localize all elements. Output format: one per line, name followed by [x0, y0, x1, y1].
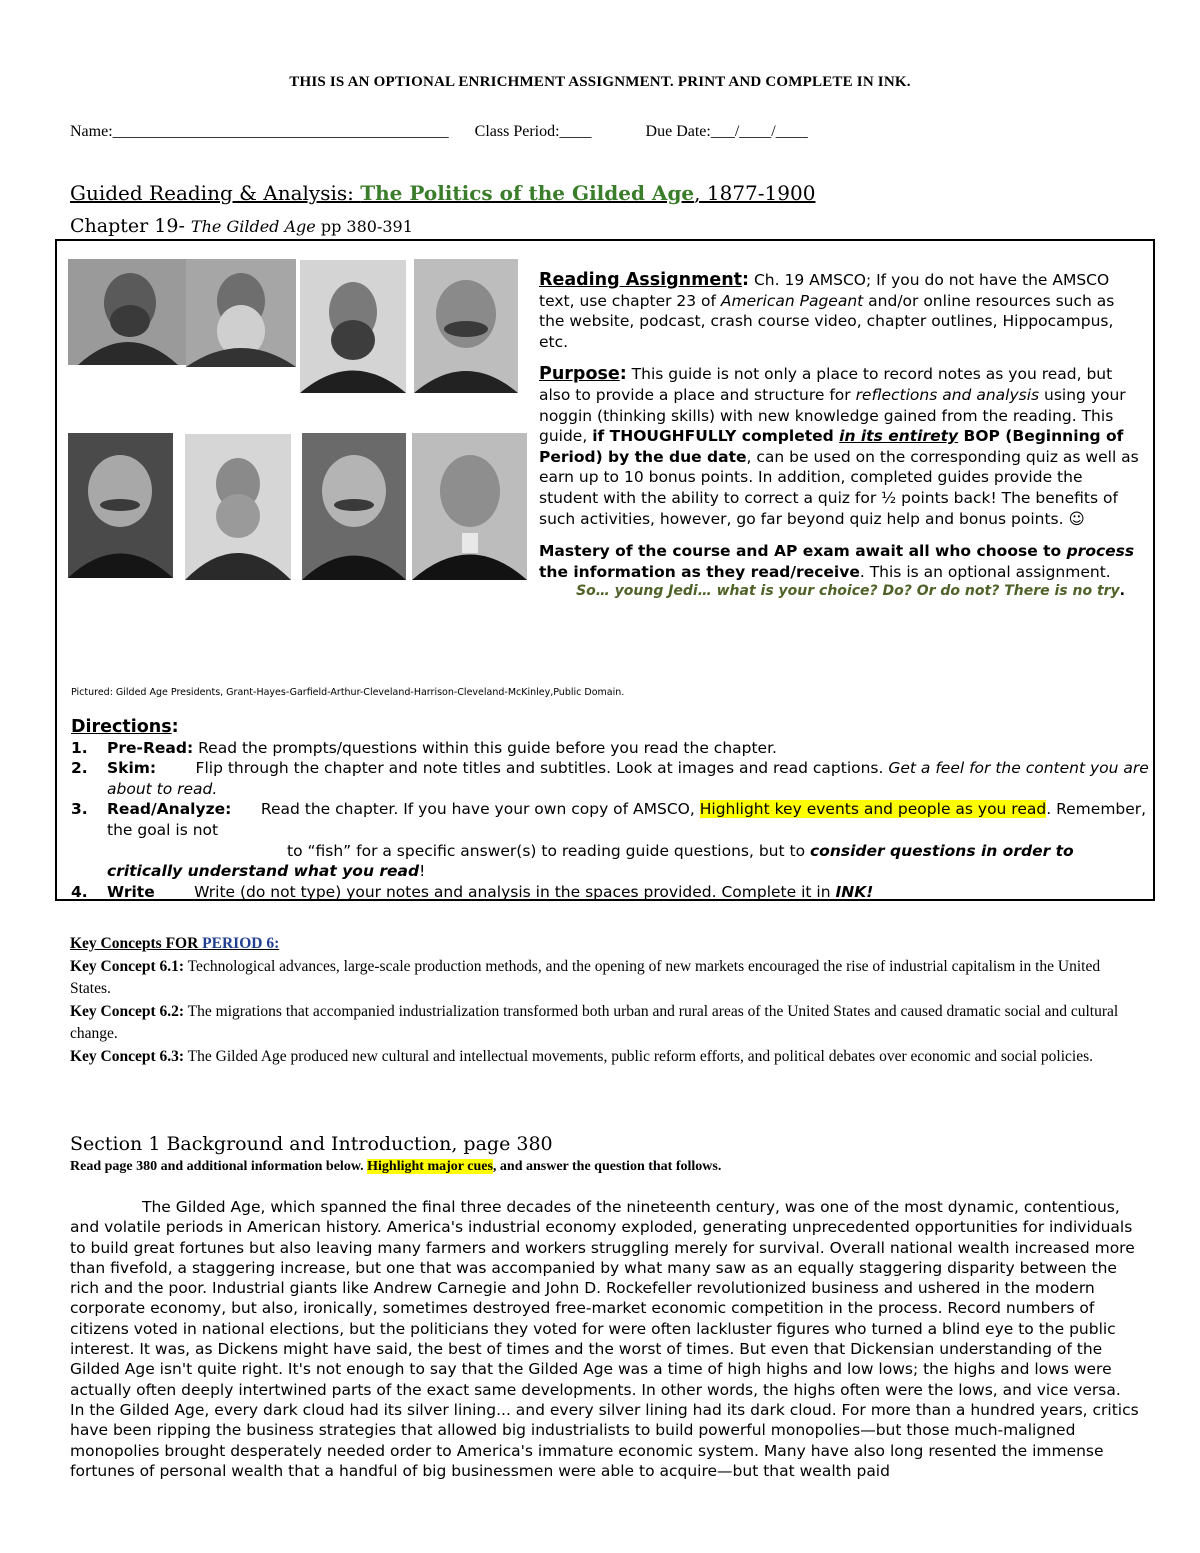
step-1-text: Read the prompts/questions within this guide before you read the chapter. [193, 738, 777, 757]
direction-step-1 [71, 738, 1151, 759]
portrait-harrison-icon [185, 434, 291, 580]
section-1-instr-1: Read page 380 and additional information below. [70, 1159, 368, 1174]
direction-step-3 [71, 799, 1151, 881]
chapter-pages: pp 380-391 [315, 217, 413, 236]
key-concept-6-3 [70, 1046, 1140, 1069]
reading-book-title: American Pageant [720, 291, 864, 310]
key-concepts-period: PERIOD 6: [202, 935, 280, 952]
step-3-line2: to “fish” for a specific answer(s) to reading guide questions, but to [287, 841, 810, 860]
portrait-hayes-icon [186, 259, 296, 367]
reading-assignment-heading: Reading Assignment [539, 270, 743, 290]
portrait-cleveland-second [302, 433, 406, 580]
purpose-paragraph [539, 364, 1139, 529]
portrait-garfield [300, 260, 406, 393]
step-4-label: Write [107, 882, 155, 901]
guide-title [70, 181, 815, 205]
step-1-label: Pre-Read: [107, 738, 194, 757]
step-2-text: Flip through the chapter and note titles and subtitles. Look at images and read captions. [156, 759, 889, 778]
step-4-number: 4. [71, 882, 88, 901]
key-concept-6-2-label: Key Concept 6.2: [70, 1002, 185, 1020]
step-4-text: Write (do not type) your notes and analysis in the spaces provided. Complete it in [154, 882, 836, 901]
mastery-paragraph [539, 541, 1139, 582]
purpose-text-2: using your noggin (thinking skills) with new knowledge gained from the reading. This guide, [539, 385, 1126, 446]
directions-colon: : [171, 717, 179, 737]
step-3-text: Read the chapter. If you have your own copy of AMSCO, [231, 800, 700, 819]
key-concepts-heading-text: Key Concepts FOR [70, 935, 203, 952]
step-2-number: 2. [71, 759, 88, 778]
jedi-quote: So… young Jedi… what is your choice? Do? Or do not? There is no try [576, 583, 1120, 600]
reading-assignment-paragraph [539, 270, 1139, 352]
jedi-end: . [1119, 583, 1125, 600]
portrait-arthur-icon [414, 259, 518, 393]
portrait-grant-icon [68, 259, 186, 365]
reading-assignment-colon: : [742, 270, 750, 290]
portrait-cleveland-second-icon [302, 433, 406, 580]
key-concept-6-1 [70, 956, 1140, 1001]
section-1-heading: Section 1 Background and Introduction, page 380 [70, 1133, 553, 1155]
key-concepts-heading [70, 933, 1140, 956]
key-concept-6-2 [70, 1001, 1140, 1046]
key-concept-6-1-label: Key Concept 6.1: [70, 957, 185, 975]
step-3-after: . Remember, the goal is not [107, 800, 1147, 839]
key-concept-6-1-text: Technological advances, large-scale production methods, and the opening of new markets encouraged the rise of industrial capitalism in the United States. [70, 957, 1101, 997]
purpose-bold-1: if THOUGHFULLY completed [592, 427, 840, 446]
mastery-text-3: . This is an optional assignment. [859, 562, 1111, 581]
portrait-mckinley [412, 433, 527, 580]
portrait-mckinley-icon [412, 433, 527, 580]
purpose-text-1: This guide is not only a place to record notes as you read, but also to provide a place and structure for [539, 365, 1113, 404]
section-1-instructions [70, 1159, 721, 1175]
purpose-italic: reflections and analysis [855, 385, 1040, 404]
portrait-hayes [186, 259, 296, 367]
step-2-label: Skim: [107, 759, 157, 778]
section-1-instr-highlight: Highlight major cues [367, 1159, 493, 1174]
mastery-italic: process [1066, 542, 1135, 561]
step-1-number: 1. [71, 738, 88, 757]
purpose-text-3: , can be used on the corresponding quiz as well as earn up to 10 bonus points. In addition, completed guides provide the student with the ability to correct a quiz for ½ points back! The benefits of such activities, however, go far beyond quiz help and bonus points. ☺ [539, 447, 1139, 528]
name-field[interactable]: Name:__________________________________________ [70, 123, 449, 140]
portrait-harrison [185, 434, 291, 580]
title-prefix: Guided Reading & Analysis: [70, 181, 361, 205]
step-3-highlight: Highlight key events and people as you read [699, 800, 1047, 819]
section-1-body [70, 1197, 1140, 1481]
key-concept-6-3-text: The Gilded Age produced new cultural and intellectual movements, public reform efforts, and political debates over economic and social policies. [184, 1047, 1093, 1065]
portrait-grant [68, 259, 186, 365]
title-years: , 1877-1900 [694, 181, 816, 205]
portrait-cleveland-icon [68, 433, 173, 578]
step-4-ink: INK! [835, 882, 874, 901]
purpose-bold-2: BOP (Beginning of Period) by the due date [539, 427, 1124, 466]
reading-text-2: and/or online resources such as the website, podcast, crash course video, chapter outlines, Hippocampus, etc. [539, 291, 1115, 351]
portrait-garfield-icon [300, 260, 406, 393]
due-date-field[interactable]: Due Date:___/____/____ [645, 123, 808, 140]
assignment-box [55, 239, 1155, 901]
chapter-number: Chapter 19- [70, 215, 191, 237]
student-info-row [70, 123, 808, 141]
assignment-notice: THIS IS AN OPTIONAL ENRICHMENT ASSIGNMENT. PRINT AND COMPLETE IN INK. [289, 74, 911, 90]
portrait-cleveland [68, 433, 173, 578]
mastery-text-1: Mastery of the course and AP exam await all who choose to [539, 542, 1067, 561]
key-concept-6-2-text: The migrations that accompanied industrialization transformed both urban and rural areas of the United States and caused dramatic social and cultural change. [70, 1002, 1119, 1042]
purpose-heading: Purpose [539, 364, 620, 385]
class-period-field[interactable]: Class Period:____ [474, 123, 592, 140]
key-concepts [70, 933, 1140, 1068]
step-3-label: Read/Analyze: [107, 800, 232, 819]
mastery-text-2: the information as they read/receive [539, 562, 860, 581]
reading-text-1: Ch. 19 AMSCO; If you do not have the AMSCO text, use chapter 23 of [539, 271, 1110, 310]
jedi-line [539, 582, 1139, 601]
directions [71, 717, 1151, 901]
chapter-line [70, 215, 413, 237]
key-concept-6-3-label: Key Concept 6.3: [70, 1047, 185, 1065]
chapter-title: The Gilded Age [190, 217, 316, 236]
purpose-bold-italic: in its entirety [839, 427, 959, 446]
direction-step-2 [71, 758, 1151, 799]
purpose-colon: : [619, 364, 627, 385]
step-3-end: ! [419, 862, 426, 881]
portrait-arthur [414, 259, 518, 393]
step-3-number: 3. [71, 800, 88, 819]
assignment-description [539, 270, 1139, 601]
direction-step-4 [71, 882, 1151, 901]
section-1-instr-2: , and answer the question that follows. [492, 1159, 722, 1174]
photo-caption: Pictured: Gilded Age Presidents, Grant-Hayes-Garfield-Arthur-Cleveland-Harrison-Cleveland-McKinley,Public Domain. [71, 687, 625, 698]
directions-heading: Directions [71, 717, 172, 737]
section-1-paragraph: The Gilded Age, which spanned the final three decades of the nineteenth century, was one of the most dynamic, contentious, and volatile periods in American history. America's industrial economy exploded, generating unprecedented opportunities for individuals to build great fortunes but also leaving many farmers and workers struggling merely for survival. Overall national wealth increased more than fivefold, a staggering increase, but one that was accompanied by what many saw as an equally staggering disparity between the rich and the poor. Industrial giants like Andrew Carnegie and John D. Rockefeller revolutionized business and ushered in the modern corporate economy, but also, ironically, sometimes destroyed free-market economic competition in the process. Record numbers of citizens voted in national elections, but the politicians they voted for were often lackluster figures who turned a blind eye to the public interest. It was, as Dickens might have said, the best of times and the worst of times. But even that Dickensian understanding of the Gilded Age isn't quite right. It's not enough to say that the Gilded Age was a time of high highs and low lows; the highs and lows were actually often deeply intertwined parts of the exact same developments. In other words, the highs often were the lows, and vice versa. In the Gilded Age, every dark cloud had its silver lining... and every silver lining had its dark cloud. For more than a hundred years, critics have been ripping the business strategies that allowed big industrialists to build powerful monopolies—but those much-maligned monopolies brought desperately needed order to America's immature economic system. Many have also long resented the immense fortunes of personal wealth that a handful of big businessmen were able to acquire—but that wealth paid [70, 1198, 1139, 1480]
title-topic: The Politics of the Gilded Age [360, 181, 695, 205]
step-3-bold-italic: consider questions in order to critically understand what you read [107, 841, 1074, 881]
step-2-italic: Get a feel for the content you are about to read. [107, 759, 1149, 798]
